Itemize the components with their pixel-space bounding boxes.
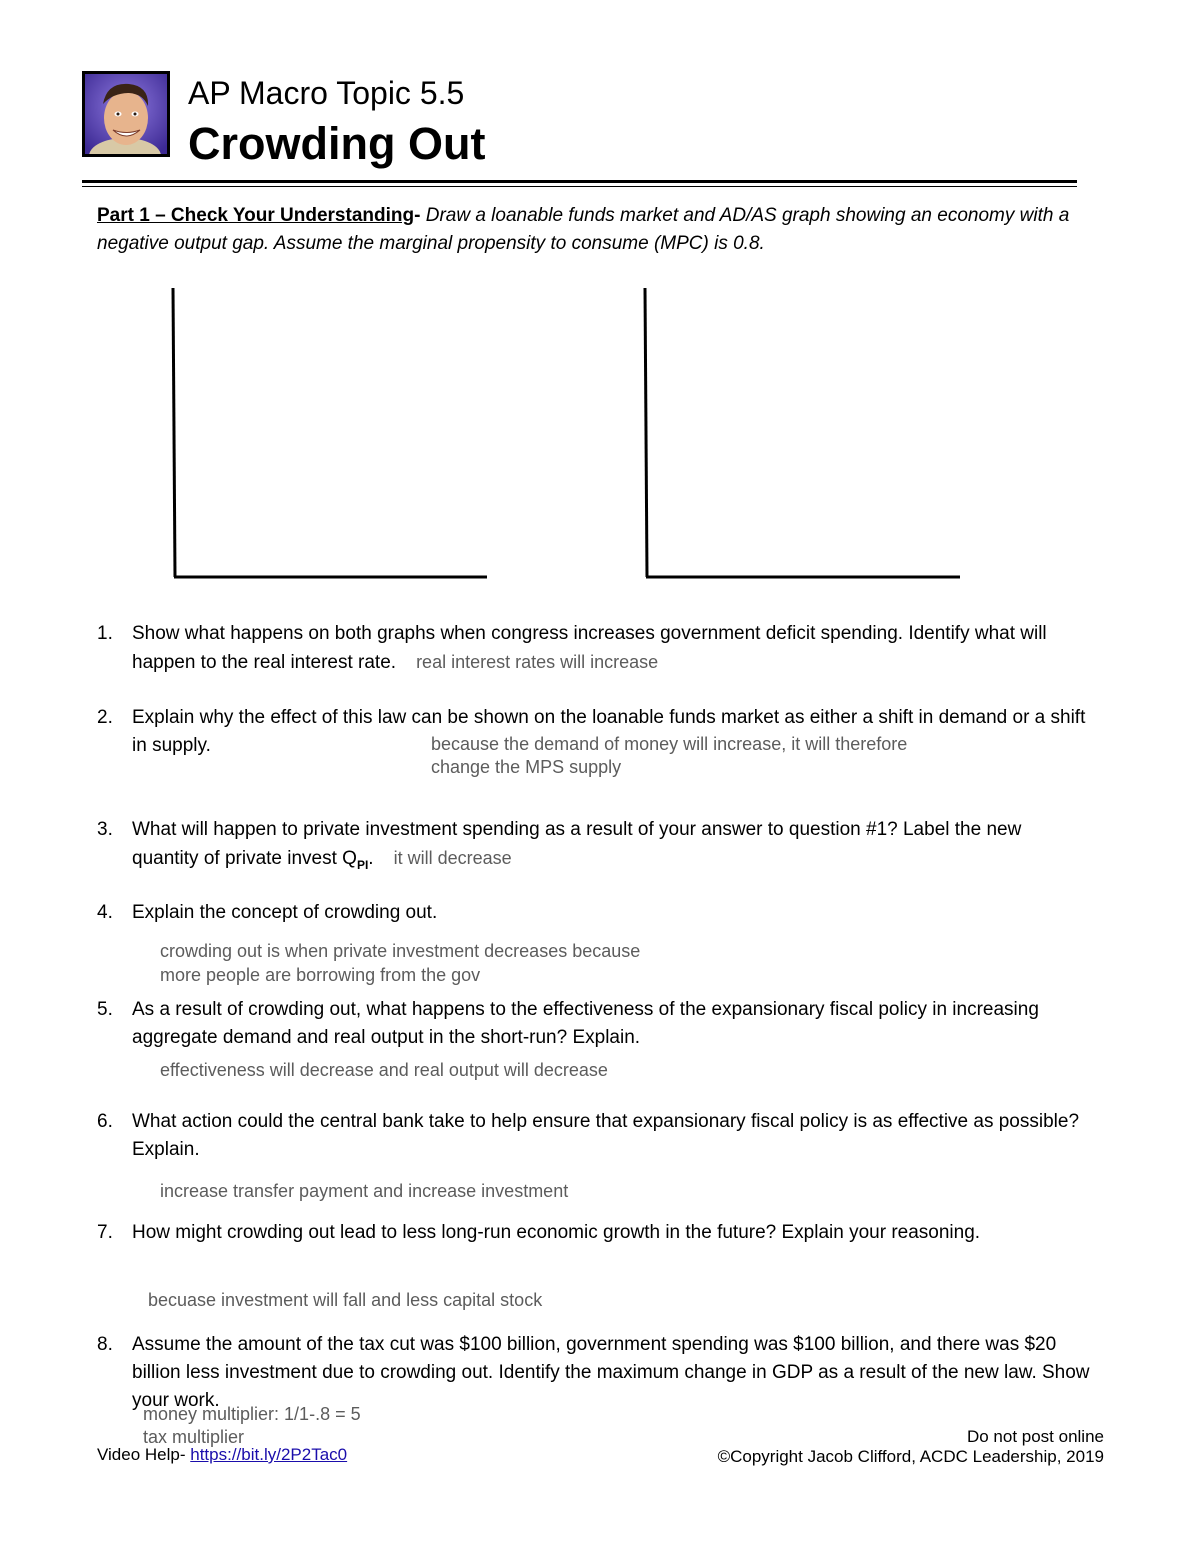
question-6-answer: increase transfer payment and increase investment bbox=[160, 1181, 569, 1201]
question-3-subscript: PI bbox=[356, 857, 369, 872]
question-4-answer-line-2: more people are borrowing from the gov bbox=[160, 965, 481, 985]
question-3-answer: it will decrease bbox=[393, 848, 512, 868]
question-2-answer-line-2: change the MPS supply bbox=[431, 757, 622, 777]
do-not-post-notice: Do not post online bbox=[966, 1427, 1104, 1446]
page-title: Crowding Out bbox=[188, 118, 486, 169]
topic-heading: AP Macro Topic 5.5 bbox=[188, 75, 465, 111]
question-3 bbox=[132, 816, 1092, 879]
video-help-link[interactable]: https://bit.ly/2P2Tac0 bbox=[190, 1445, 348, 1464]
video-help bbox=[97, 1444, 347, 1466]
question-8-answer-line-2: tax multiplier bbox=[143, 1427, 245, 1447]
instructions-text: Draw a loanable funds market and AD/AS graph showing an economy with a negative output gap. Assume the marginal propensity to consume (MPC) is 0.8. bbox=[97, 205, 1070, 254]
question-8-answer-line-1: money multiplier: 1/1-.8 = 5 bbox=[143, 1404, 361, 1424]
question-6-number: 6. bbox=[97, 1111, 113, 1132]
question-4-number: 4. bbox=[97, 902, 113, 923]
question-1-text: Show what happens on both graphs when congress increases government deficit spending. Identify what will happen to the real interest rate. bbox=[132, 623, 1047, 673]
question-8-text: Assume the amount of the tax cut was $100 billion, government spending was $100 billion, and there was $20 billion less investment due to crowding out. Identify the maximum change in GDP as a result of the new law. Show your work. bbox=[132, 1334, 1090, 1411]
part-heading-dash: - bbox=[414, 205, 421, 226]
footer-notice bbox=[718, 1427, 1104, 1467]
question-1 bbox=[132, 620, 1092, 677]
question-5-text: As a result of crowding out, what happens to the effectiveness of the expansionary fiscal policy in increasing aggregate demand and real output in the short-run? Explain. bbox=[132, 999, 1039, 1048]
copyright-text: ©Copyright Jacob Clifford, ACDC Leadership, 2019 bbox=[717, 1447, 1104, 1466]
question-2-answer-line-1: because the demand of money will increase, it will therefore bbox=[431, 734, 908, 754]
question-3-period: . bbox=[368, 848, 374, 869]
blank-graph-axes bbox=[160, 280, 980, 590]
instructions bbox=[97, 202, 1087, 258]
question-5-number: 5. bbox=[97, 999, 113, 1020]
question-5-answer: effectiveness will decrease and real output will decrease bbox=[160, 1060, 608, 1080]
video-help-label: Video Help- bbox=[97, 1445, 191, 1464]
question-7-number: 7. bbox=[97, 1222, 113, 1243]
question-7-answer: becuase investment will fall and less capital stock bbox=[148, 1290, 543, 1310]
question-2-number: 2. bbox=[97, 707, 113, 728]
header-divider bbox=[82, 180, 1077, 183]
author-portrait bbox=[82, 71, 170, 157]
question-4-text: Explain the concept of crowding out. bbox=[132, 902, 438, 923]
question-3-text: What will happen to private investment spending as a result of your answer to question #1? Label the new quantity of private invest Q bbox=[132, 819, 1022, 869]
portrait-illustration bbox=[85, 74, 167, 154]
part-heading: Part 1 – Check Your Understanding bbox=[97, 205, 415, 226]
ad-as-axes bbox=[645, 288, 960, 577]
question-2-text: Explain why the effect of this law can be shown on the loanable funds market as either a shift in demand or a shift in supply. bbox=[132, 707, 1086, 756]
loanable-funds-axes bbox=[173, 288, 487, 577]
question-1-answer: real interest rates will increase bbox=[416, 652, 659, 672]
header-divider-thin bbox=[82, 186, 1077, 187]
question-4-answer-line-1: crowding out is when private investment decreases because bbox=[160, 941, 641, 961]
question-8-number: 8. bbox=[97, 1334, 113, 1355]
question-6-text: What action could the central bank take to help ensure that expansionary fiscal policy is as effective as possible? Explain. bbox=[132, 1111, 1080, 1160]
question-1-number: 1. bbox=[97, 623, 113, 644]
question-7-text: How might crowding out lead to less long-run economic growth in the future? Explain your reasoning. bbox=[132, 1222, 981, 1243]
question-3-number: 3. bbox=[97, 819, 113, 840]
